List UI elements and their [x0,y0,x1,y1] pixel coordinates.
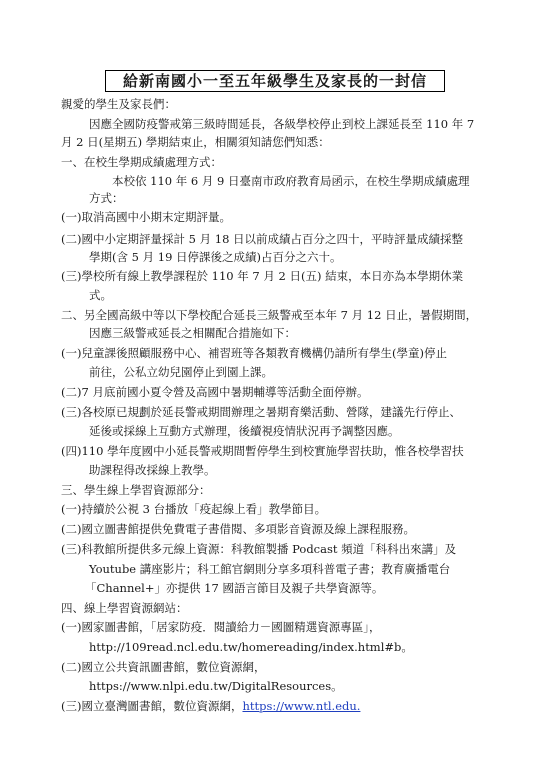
section-1-item-3-line-2: 式。 [89,288,112,302]
section-3-heading: 三、學生線上學習資源部分： [61,483,211,497]
section-4-item-1-text: (一)國家圖書館，「居家防疫．閱讀給力－國圖精選資源專區」， [61,620,381,634]
section-2-item-4-line-1: (四)110 學年度國中小延長警戒期間暫停學生到校實施學習扶助，惟各校學習扶 [61,444,464,458]
section-2-item-3-line-1: (三)各校原已規劃於延長警戒期間辦理之暑期育樂活動、營隊，建議先行停止、 [61,405,461,419]
section-2-item-2: (二)7 月底前國小夏令營及高國中暑期輔導等活動全面停辦。 [61,385,369,399]
section-3-item-3-line-3: 「Channel+」亦提供 17 國語言節目及親子共學資源等。 [85,581,384,595]
greeting: 親愛的學生及家長們： [61,97,176,111]
section-1-para-line-1: 本校依 110 年 6 月 9 日臺南市政府教育局函示，在校生學期成績處理 [112,174,470,188]
section-1-item-2-line-2: 學期(含 5 月 19 日停課後之成績)占百分之六十。 [89,250,342,264]
section-2-item-1-line-2: 前往，公私立幼兒園停止到園上課。 [89,365,273,379]
section-3-item-3-line-1: (三)科教館所提供多元線上資源：科教館製播 Podcast 頻道「科科出來講」及 [61,542,457,556]
section-4-item-3-link[interactable]: https://www.ntl.edu. [242,699,361,713]
section-1-heading: 一、在校生學期成績處理方式： [61,155,222,169]
letter-title: 給新南國小一至五年級學生及家長的一封信 [105,70,445,92]
section-2-item-3-line-2: 延後或採線上互動方式辦理，後續視疫情狀況再予調整因應。 [89,424,400,438]
section-4-item-2-url[interactable]: https://www.nlpi.edu.tw/DigitalResources。 [89,679,343,693]
section-1-item-1: (一)取消高國中小期末定期評量。 [61,210,231,224]
section-3-item-3-line-2: Youtube 講座影片；科工館官網則分享多項科普電子書；教育廣播電台 [89,562,451,576]
section-4-item-2-text: (二)國立公共資訊圖書館，數位資源網， [61,660,266,674]
section-3-item-1: (一)持續於公視 3 台播放「疫起線上看」教學節目。 [61,502,327,516]
intro-line-1: 因應全國防疫警戒第三級時間延長，各級學校停止到校上課延長至 110 年 7 [89,117,475,131]
section-1-item-3-line-1: (三)學校所有線上教學課程於 110 年 7 月 2 日(五) 結束，本日亦為本學期休業 [61,269,464,283]
section-1-item-2-line-1: (二)國中小定期評量採計 5 月 18 日以前成績占百分之四十，平時評量成績採整 [61,232,464,246]
section-1-para-line-2: 方式： [89,191,124,205]
section-2-item-1-line-1: (一)兒童課後照顧服務中心、補習班等各類教育機構仍請所有學生(學童)停止 [61,346,447,360]
section-3-item-2: (二)國立圖書館提供免費電子書借閱、多項影音資源及線上課程服務。 [61,522,415,536]
section-2-heading-line-1: 二、另全國高級中等以下學校配合延長三級警戒至本年 7 月 12 日止，暑假期間， [61,308,478,322]
section-4-heading: 四、線上學習資源網站： [61,601,188,615]
section-4-item-3-text: (三)國立臺灣圖書館，數位資源網， [61,699,243,713]
section-2-item-4-line-2: 助課程得改採線上教學。 [89,463,216,477]
section-4-item-1-url[interactable]: http://109read.ncl.edu.tw/homereading/index.html#b。 [89,640,413,654]
section-2-heading-line-2: 因應三級警戒延長之相關配合措施如下： [89,326,296,340]
section-4-item-3 [61,698,360,714]
intro-line-2: 月 2 日(星期五) 學期結束止，相關須知請您們知悉： [61,135,330,149]
